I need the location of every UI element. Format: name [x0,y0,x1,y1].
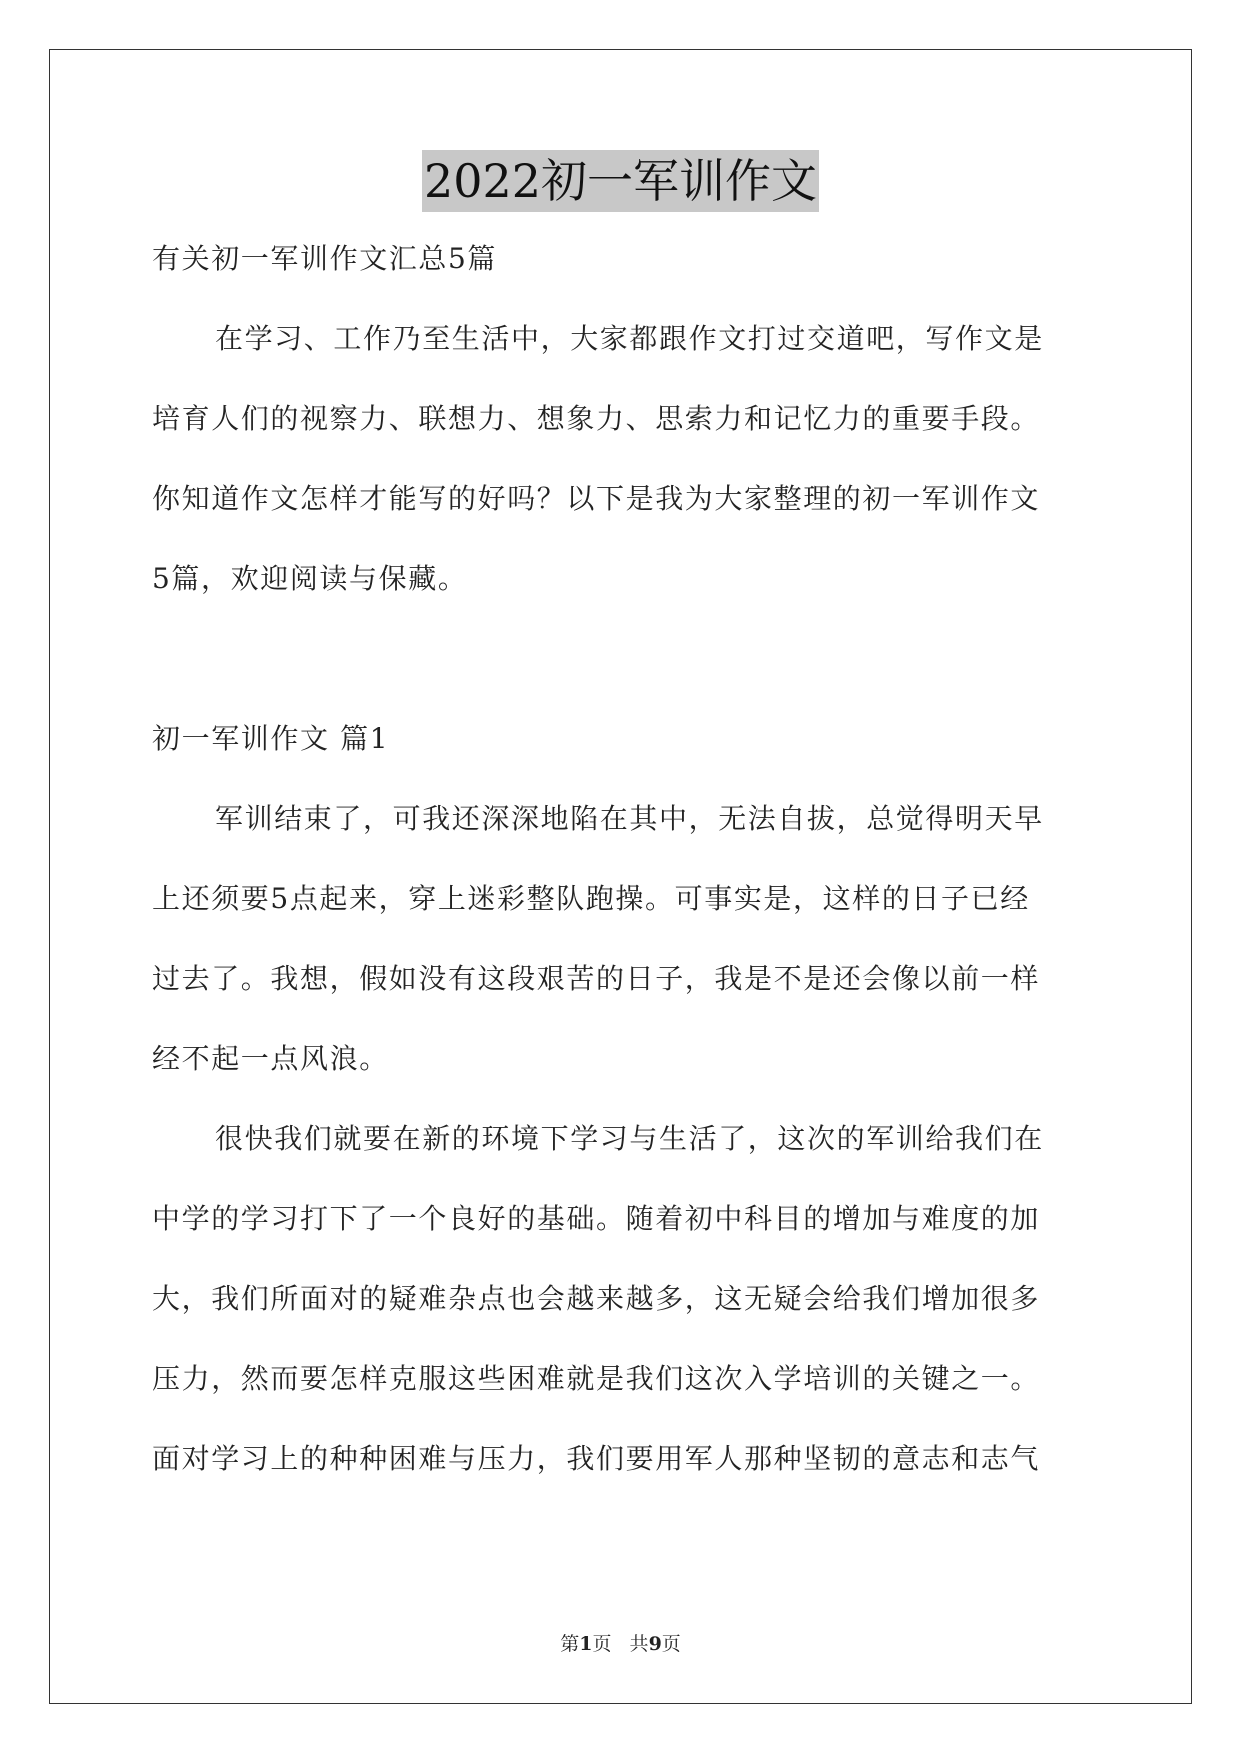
document-body [152,235,1092,1515]
paragraph-line: 大，我们所面对的疑难杂点也会越来越多，这无疑会给我们增加很多 [152,1282,1041,1315]
paragraph-line: 军训结束了，可我还深深地陷在其中，无法自拔，总觉得明天早 [215,802,1044,835]
paragraph-line: 很快我们就要在新的环境下学习与生活了，这次的军训给我们在 [215,1122,1044,1155]
intro-line: 5篇，欢迎阅读与保藏。 [152,562,468,595]
title-area [0,150,1241,212]
current-page-number: 1 [579,1633,593,1655]
paragraph-line: 过去了。我想，假如没有这段艰苦的日子，我是不是还会像以前一样 [152,962,1041,995]
page-footer [0,1629,1241,1656]
intro-line: 你知道作文怎样才能写的好吗？以下是我为大家整理的初一军训作文 [152,482,1041,515]
paragraph-line: 面对学习上的种种困难与压力，我们要用军人那种坚韧的意志和志气 [152,1442,1041,1475]
intro-line: 在学习、工作乃至生活中，大家都跟作文打过交道吧，写作文是 [215,322,1044,355]
section-heading: 初一军训作文 篇1 [152,722,390,755]
footer-mid: 页 共 [592,1633,649,1655]
paragraph-line: 压力，然而要怎样克服这些困难就是我们这次入学培训的关键之一。 [152,1362,1041,1395]
paragraph-line: 经不起一点风浪。 [152,1042,389,1075]
document-subtitle: 有关初一军训作文汇总5篇 [152,242,498,275]
document-title: 2022初一军训作文 [422,150,819,212]
total-page-number: 9 [648,1633,662,1655]
footer-prefix: 第 [560,1633,580,1655]
paragraph-line: 上还须要5点起来，穿上迷彩整队跑操。可事实是，这样的日子已经 [152,882,1030,915]
spacer [152,635,1092,715]
paragraph-line: 中学的学习打下了一个良好的基础。随着初中科目的增加与难度的加 [152,1202,1041,1235]
footer-suffix: 页 [661,1633,681,1655]
intro-line: 培育人们的视察力、联想力、想象力、思索力和记忆力的重要手段。 [152,402,1041,435]
